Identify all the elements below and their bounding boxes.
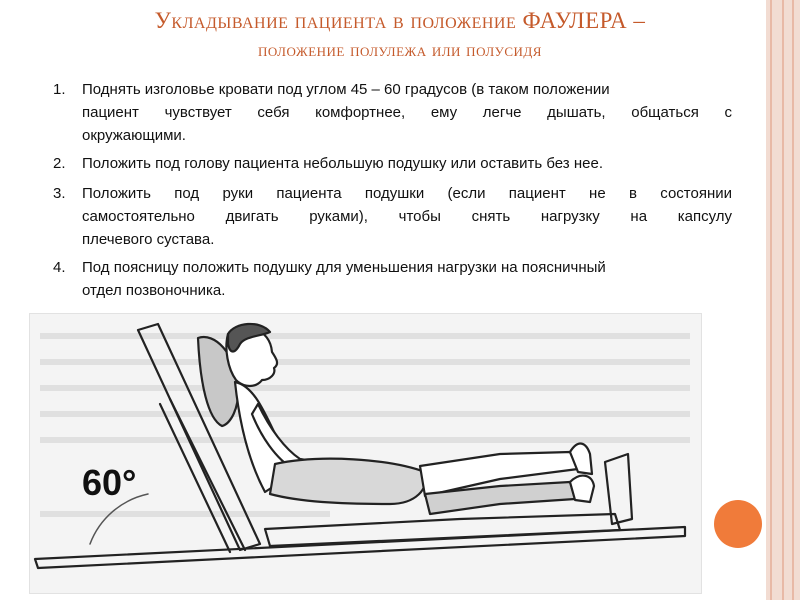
- list-item-1: [53, 78, 732, 147]
- list-item-line: Положить под руки пациента подушки (если пациент не в состоянии: [82, 185, 732, 202]
- list-item-line: окружающими.: [82, 127, 186, 144]
- title-line-2: положение полулежа или полусидя: [258, 40, 542, 61]
- list-item-4: [53, 256, 742, 302]
- right-edge-line-2: [782, 0, 784, 600]
- list-item-number: 2.: [53, 155, 66, 172]
- list-item-line: плечевого сустава.: [82, 231, 215, 248]
- list-item-line: Положить под голову пациента небольшую подушку или оставить без нее.: [82, 155, 603, 172]
- angle-label: 60°: [82, 462, 137, 503]
- list-item-number: 1.: [53, 81, 66, 98]
- right-edge-line-1: [770, 0, 772, 600]
- right-edge-line-3: [792, 0, 794, 600]
- list-item-line: Под поясницу положить подушку для уменьшения нагрузки на поясничный: [82, 259, 606, 276]
- decorative-circle: [714, 500, 762, 548]
- title-line-1: Укладывание пациента в положение ФАУЛЕРА –: [154, 8, 646, 33]
- list-item-line: Поднять изголовье кровати под углом 45 – 60 градусов (в таком положении: [82, 81, 610, 98]
- list-item-line: пациент чувствует себя комфортнее, ему легче дышать, общаться с: [82, 104, 732, 121]
- list-item-3: [53, 182, 732, 251]
- list-item-line: отдел позвоночника.: [82, 282, 226, 299]
- list-item-2: [53, 152, 732, 175]
- slide-title: [0, 6, 800, 36]
- bed-frame: [35, 527, 685, 568]
- list-item-line: самостоятельно двигать руками), чтобы снять нагрузку на капсулу: [82, 208, 732, 225]
- patient-bed-drawing: [30, 314, 701, 593]
- fowler-position-illustration: [29, 313, 702, 594]
- list-item-number: 3.: [53, 185, 66, 202]
- list-item-number: 4.: [53, 259, 66, 276]
